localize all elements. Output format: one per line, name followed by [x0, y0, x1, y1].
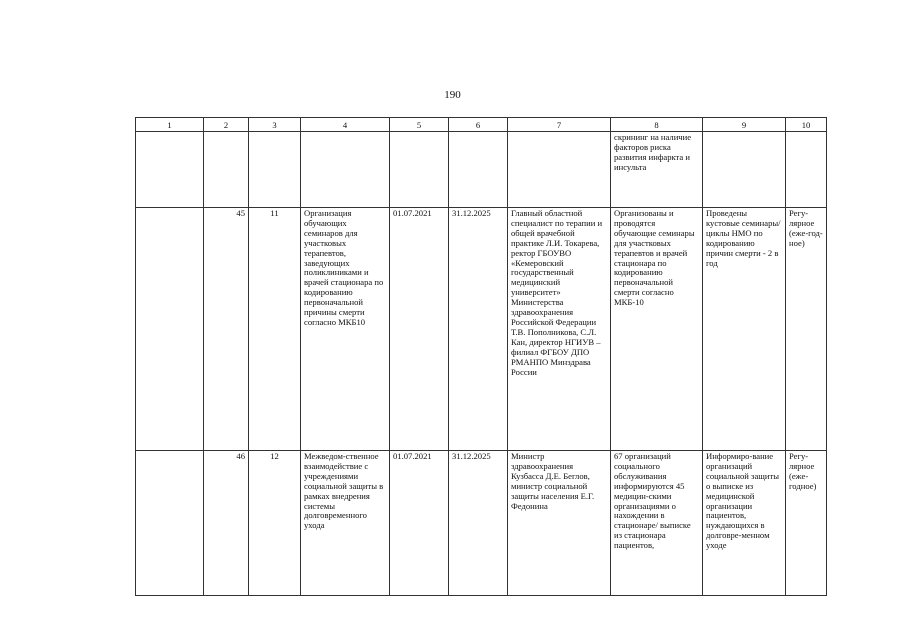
table-cell: 31.12.2025	[449, 208, 508, 451]
header-cell: 1	[136, 118, 204, 132]
table-cell: Главный областной специалист по терапии и общей врачебной практике Л.И. Токарева, ректор ГБОУВО «Кемеровский государственный медицинский университет» Министерства здравоохранения Российской Федерации Т.В. Пополникова, С.Л. Кан, директор НГИУВ – филиал ФГБОУ ДПО РМАНПО Минздрава России	[508, 208, 611, 451]
header-cell: 7	[508, 118, 611, 132]
table-cell: 45	[204, 208, 249, 451]
table-cell: скрининг на наличие факторов риска развития инфаркта и инсульта	[611, 132, 703, 208]
table-cell	[136, 132, 204, 208]
table-cell: 01.07.2021	[390, 208, 449, 451]
header-cell: 10	[786, 118, 827, 132]
header-cell: 4	[301, 118, 390, 132]
table-cell: 12	[249, 451, 301, 596]
table-cell	[449, 132, 508, 208]
table-cell	[786, 132, 827, 208]
table-cell	[703, 132, 786, 208]
table-cell	[301, 132, 390, 208]
table-cell: Регу-лярное (еже-год-ное)	[786, 208, 827, 451]
table-cell: Организация обучающих семинаров для участковых терапевтов, заведующих поликлиниками и врачей стационара по кодированию первоначальной причины смерти согласно МКБ10	[301, 208, 390, 451]
header-cell: 9	[703, 118, 786, 132]
table-cell: 01.07.2021	[390, 451, 449, 596]
table-cell: 11	[249, 208, 301, 451]
measures-table	[135, 117, 827, 596]
table-cell: Регу-лярное (еже-годное)	[786, 451, 827, 596]
table-row	[136, 132, 827, 208]
table-cell	[249, 132, 301, 208]
table-cell: Проведены кустовые семинары/циклы НМО по кодированию причин смерти - 2 в год	[703, 208, 786, 451]
table-cell: 67 организаций социального обслуживания информируются 45 медицин-скими организациями о нахождении в стационаре/ выписке из стационара пациентов,	[611, 451, 703, 596]
table-row	[136, 451, 827, 596]
table-header-row	[136, 118, 827, 132]
page-number: 190	[444, 89, 461, 101]
table-cell	[136, 208, 204, 451]
table-cell: 31.12.2025	[449, 451, 508, 596]
table-cell: Информиро-вание организаций социальной защиты о выписке из медицинской организации пациентов, нуждающихся в долговре-менном уходе	[703, 451, 786, 596]
table-cell	[390, 132, 449, 208]
table-cell	[508, 132, 611, 208]
table-cell	[136, 451, 204, 596]
header-cell: 6	[449, 118, 508, 132]
header-cell: 2	[204, 118, 249, 132]
table-cell: Межведом-ственное взаимодействие с учреждениями социальной защиты в рамках внедрения системы долговременного ухода	[301, 451, 390, 596]
header-cell: 3	[249, 118, 301, 132]
table-row	[136, 208, 827, 451]
header-cell: 8	[611, 118, 703, 132]
table-cell: Министр здравоохранения Кузбасса Д.Е. Беглов, министр социальной защиты населения Е.Г. Федонина	[508, 451, 611, 596]
table-cell	[204, 132, 249, 208]
header-cell: 5	[390, 118, 449, 132]
table-cell: Организованы и проводятся обучающие семинары для участковых терапевтов и врачей стационара по кодированию первоначальной смерти согласно МКБ-10	[611, 208, 703, 451]
table-cell: 46	[204, 451, 249, 596]
